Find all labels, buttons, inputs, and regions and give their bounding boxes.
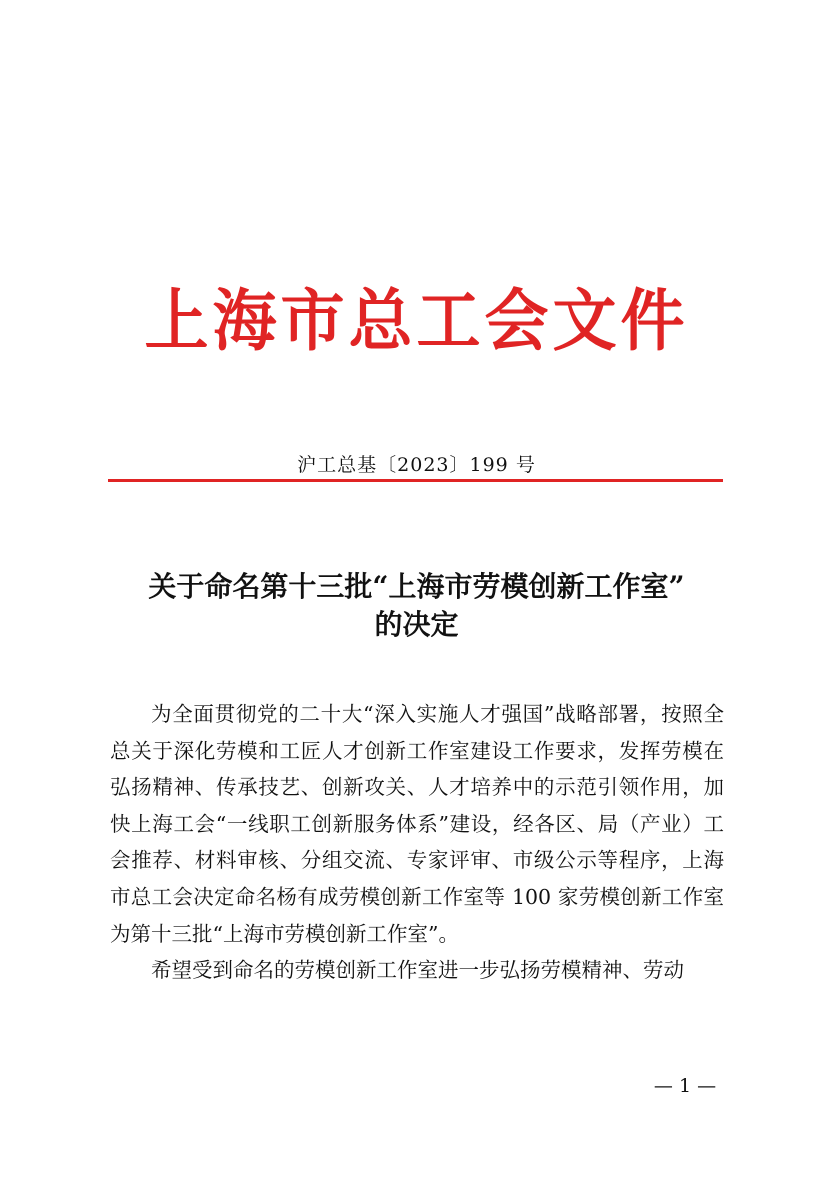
body-paragraph-2: 希望受到命名的劳模创新工作室进一步弘扬劳模精神、劳动 [151,958,684,983]
body-paragraph-1: 为全面贯彻党的二十大“深入实施人才强国”战略部署，按照全总关于深化劳模和工匠人才创新工作室建设工作要求，发挥劳模在弘扬精神、传承技艺、创新攻关、人才培养中的示范引领作用，加快上海工会“一线职工创新服务体系”建设，经各区、局（产业）工会推荐、材料审核、分组交流、专家评审、市级公示等程序，上海市总工会决定命名杨有成劳模创新工作室等 100 家劳模创新工作室为第十三批“上海市劳模创新工作室”。 [110,702,724,946]
document-title [100,568,733,644]
document-body [110,696,724,989]
issuer-header: 上海市总工会文件 [144,282,689,361]
title-line-2: 的决定 [374,608,459,641]
red-divider-line [108,479,723,482]
page-number: — 1 — [653,1075,717,1097]
document-number: 沪工总基〔2023〕199 号 [297,454,536,476]
title-line-1: 关于命名第十三批“上海市劳模创新工作室” [148,570,685,603]
